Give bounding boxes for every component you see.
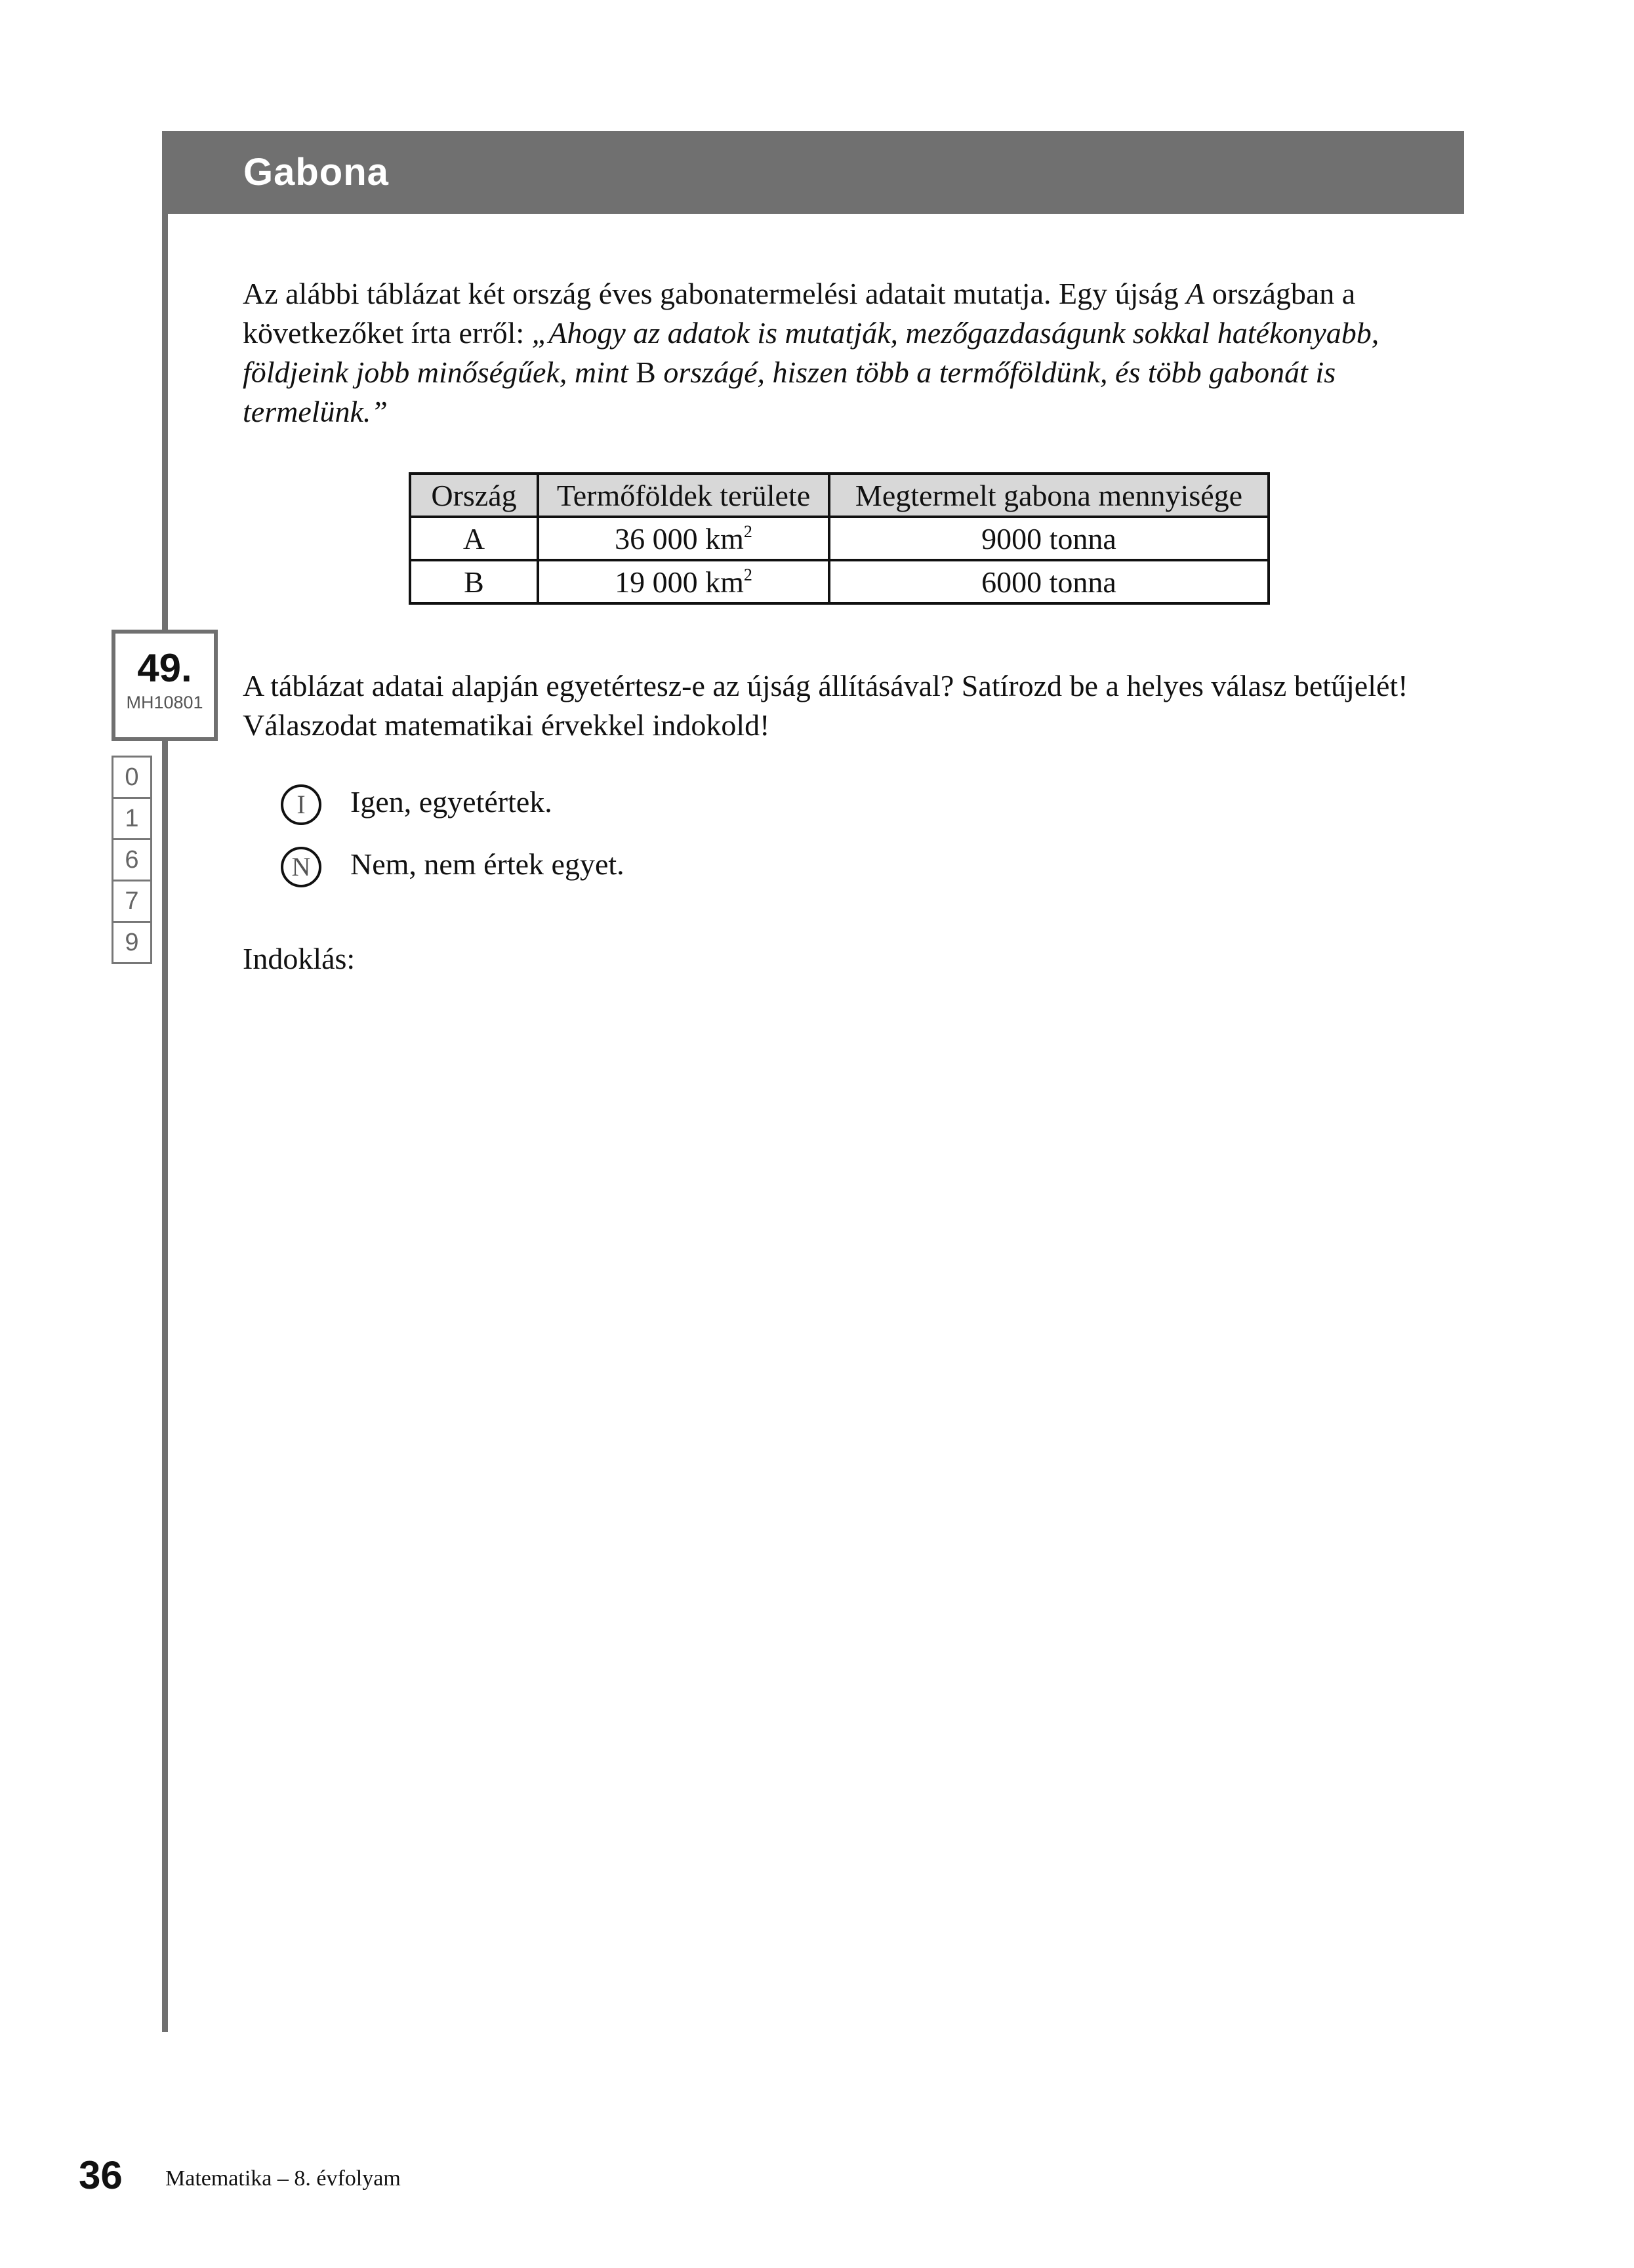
grain-data-table xyxy=(409,472,1270,605)
option-yes-label: Igen, egyetértek. xyxy=(350,785,552,819)
section-title: Gabona xyxy=(243,151,389,193)
score-code-6[interactable]: 6 xyxy=(112,838,152,881)
cell-area: 19 000 $km^2$ xyxy=(538,560,829,603)
cell-grain: 6000 tonna xyxy=(829,560,1269,603)
page-number: 36 xyxy=(79,2153,123,2197)
option-no[interactable] xyxy=(281,841,624,887)
answer-bubble-i[interactable]: I xyxy=(281,784,321,825)
column-header-grain: Megtermelt gabona mennyisége xyxy=(829,474,1269,517)
cell-country: A xyxy=(410,517,538,560)
score-code-column xyxy=(112,758,152,964)
table-row xyxy=(410,560,1269,603)
intro-country-b: B xyxy=(636,355,656,389)
option-yes[interactable] xyxy=(281,779,552,825)
answer-bubble-n[interactable]: N xyxy=(281,847,321,887)
section-header xyxy=(162,131,1464,214)
item-number-box xyxy=(112,630,218,741)
option-no-label: Nem, nem értek egyet. xyxy=(350,847,624,881)
column-header-country: Ország xyxy=(410,474,538,517)
footer-subject: Matematika – 8. évfolyam xyxy=(165,2166,401,2191)
left-margin-rule xyxy=(162,131,168,2032)
cell-area: 36 000 $km^2$ xyxy=(538,517,829,560)
column-header-area: Termőföldek területe xyxy=(538,474,829,517)
score-code-9[interactable]: 9 xyxy=(112,921,152,964)
cell-grain: 9000 tonna xyxy=(829,517,1269,560)
intro-paragraph xyxy=(243,274,1450,432)
intro-text-1: Az alábbi táblázat két ország éves gabonatermelési adatait mutatja. Egy újság xyxy=(243,277,1187,310)
intro-quote-end: országé, hiszen több a termőföldünk, és több gabonát is termelünk.” xyxy=(243,355,1336,428)
table-header-row xyxy=(410,474,1269,517)
justification-label: Indoklás: xyxy=(243,942,356,975)
item-code: MH10801 xyxy=(126,693,203,712)
score-code-7[interactable]: 7 xyxy=(112,880,152,923)
intro-quote: „Ahogy az adatok is mutatják, mezőgazdaságunk sokkal hatékonyabb, földjeink jobb minőségűek, mint xyxy=(243,316,1379,389)
table-row xyxy=(410,517,1269,560)
score-code-0[interactable]: 0 xyxy=(112,756,152,799)
item-number: 49. xyxy=(137,646,192,690)
intro-country-a: A xyxy=(1186,277,1205,310)
question-text: A táblázat adatai alapján egyetértesz-e az újság állításával? Satírozd be a helyes válasz betűjelét! Válaszodat matematikai érvekkel indokold! xyxy=(243,669,1408,742)
intro-text-2: országban a következőket írta erről: xyxy=(243,277,1356,350)
cell-country: B xyxy=(410,560,538,603)
score-code-1[interactable]: 1 xyxy=(112,797,152,840)
